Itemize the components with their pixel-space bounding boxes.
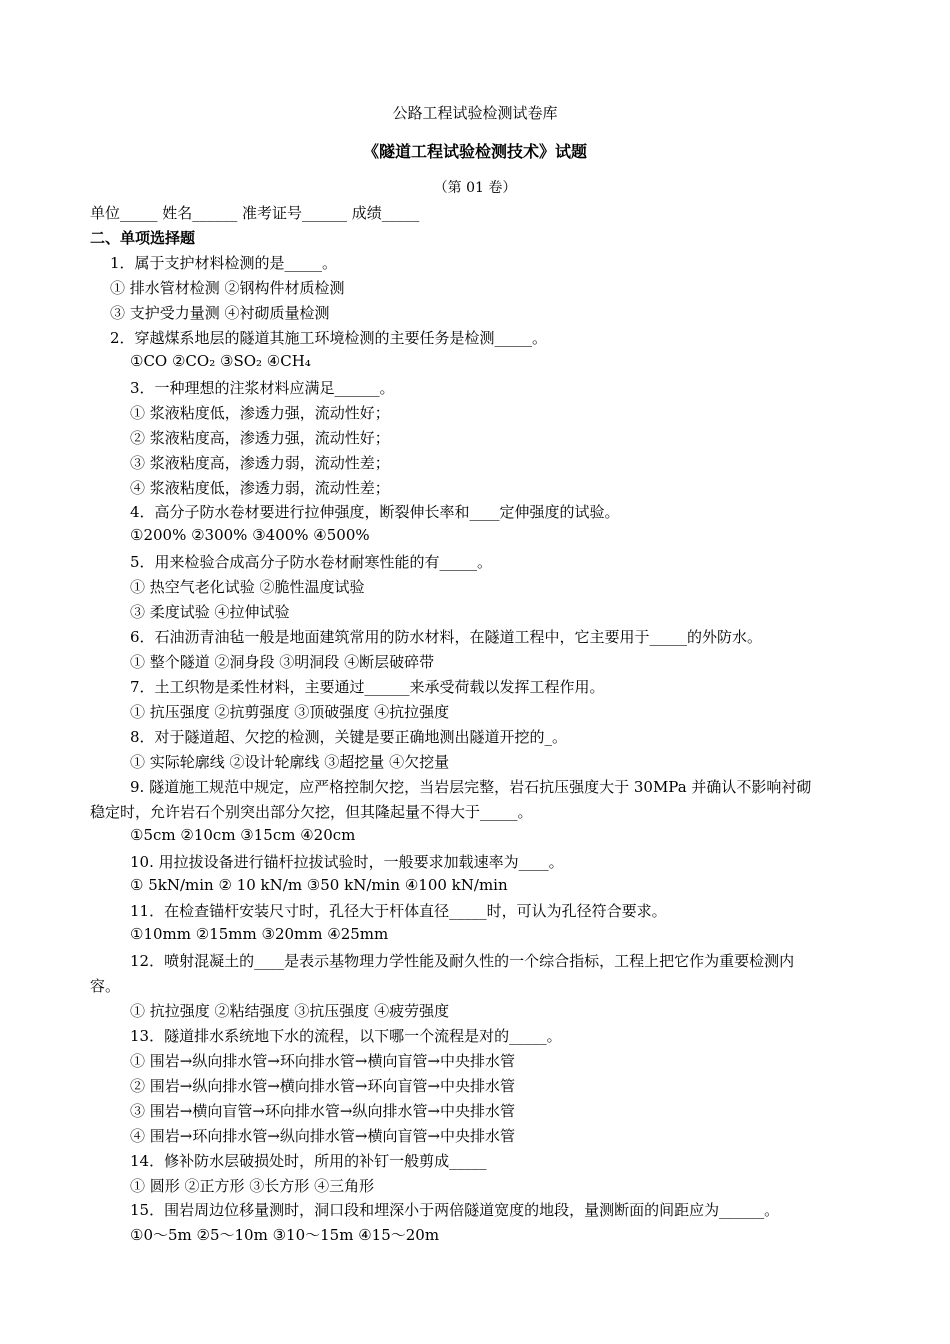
question-7: 7．土工织物是柔性材料，主要通过______来承受荷载以发挥工程作用。: [130, 678, 605, 696]
candidate-info-line: 单位_____ 姓名______ 准考证号______ 成绩_____: [90, 204, 420, 222]
q10-options: ① 5kN/min ② 10 kN/m ③50 kN/min ④100 kN/min: [130, 876, 508, 894]
q4-options: ①200% ②300% ③400% ④500%: [130, 526, 370, 544]
q13-option-4: ④ 围岩→环向排水管→纵向排水管→横向盲管→中央排水管: [130, 1127, 516, 1145]
question-9-cont: 稳定时，允许岩石个别突出部分欠挖，但其隆起量不得大于_____。: [90, 803, 533, 821]
question-13: 13．隧道排水系统地下水的流程，以下哪一个流程是对的_____。: [130, 1027, 562, 1045]
question-9: 9. 隧道施工规范中规定，应严格控制欠挖，当岩层完整，岩石抗压强度大于 30MPa 并确认不影响衬砌: [130, 778, 812, 796]
volume-label: （第 01 卷）: [433, 180, 517, 196]
library-title: 公路工程试验检测试卷库: [392, 104, 558, 122]
q13-option-3: ③ 围岩→横向盲管→环向排水管→纵向排水管→中央排水管: [130, 1102, 516, 1120]
q13-option-2: ② 围岩→纵向排水管→横向排水管→环向盲管→中央排水管: [130, 1077, 516, 1095]
q7-options: ① 抗压强度 ②抗剪强度 ③顶破强度 ④抗拉强度: [130, 703, 450, 721]
question-4: 4．高分子防水卷材要进行拉伸强度，断裂伸长率和____定伸强度的试验。: [130, 503, 620, 521]
question-8: 8．对于隧道超、欠挖的检测，关键是要正确地测出隧道开挖的_。: [130, 728, 568, 746]
section-heading: 二、单项选择题: [90, 229, 196, 247]
q1-options-a: ① 排水管材检测 ②钢构件材质检测: [110, 279, 345, 297]
question-14: 14．修补防水层破损处时，所用的补钉一般剪成_____: [130, 1152, 487, 1170]
q12-options: ① 抗拉强度 ②粘结强度 ③抗压强度 ④疲劳强度: [130, 1002, 450, 1020]
q3-option-1: ① 浆液粘度低，渗透力强，流动性好；: [130, 404, 390, 422]
exam-title: 《隧道工程试验检测技术》试题: [362, 142, 587, 161]
q6-options: ① 整个隧道 ②洞身段 ③明洞段 ④断层破碎带: [130, 653, 435, 671]
question-6: 6．石油沥青油毡一般是地面建筑常用的防水材料，在隧道工程中，它主要用于_____的外防水。: [130, 628, 763, 646]
question-2: 2．穿越煤系地层的隧道其施工环境检测的主要任务是检测_____。: [110, 329, 548, 347]
question-12: 12．喷射混凝土的____是表示基物理力学性能及耐久性的一个综合指标，工程上把它作为重要检测内: [130, 952, 795, 970]
q15-options: ①0～5m ②5～10m ③10～15m ④15～20m: [130, 1226, 440, 1244]
q11-options: ①10mm ②15mm ③20mm ④25mm: [130, 925, 389, 943]
q5-options-b: ③ 柔度试验 ④拉伸试验: [130, 603, 290, 621]
q2-options: ①CO ②CO₂ ③SO₂ ④CH₄: [130, 352, 311, 370]
question-10: 10. 用拉拔设备进行锚杆拉拔试验时，一般要求加载速率为____。: [130, 853, 564, 871]
q9-options: ①5cm ②10cm ③15cm ④20cm: [130, 826, 356, 844]
question-12-cont: 容。: [90, 977, 121, 995]
question-3: 3．一种理想的注浆材料应满足______。: [130, 379, 395, 397]
question-5: 5．用来检验合成高分子防水卷材耐寒性能的有_____。: [130, 553, 493, 571]
question-15: 15．围岩周边位移量测时，洞口段和埋深小于两倍隧道宽度的地段，量测断面的间距应为______。: [130, 1201, 780, 1219]
q8-options: ① 实际轮廓线 ②设计轮廓线 ③超挖量 ④欠挖量: [130, 753, 450, 771]
q14-options: ① 圆形 ②正方形 ③长方形 ④三角形: [130, 1177, 375, 1195]
q5-options-a: ① 热空气老化试验 ②脆性温度试验: [130, 578, 365, 596]
question-11: 11．在检查锚杆安装尺寸时，孔径大于杆体直径_____时，可认为孔径符合要求。: [130, 902, 667, 920]
q13-option-1: ① 围岩→纵向排水管→环向排水管→横向盲管→中央排水管: [130, 1052, 516, 1070]
q3-option-3: ③ 浆液粘度高，渗透力弱，流动性差；: [130, 454, 390, 472]
q3-option-4: ④ 浆液粘度低，渗透力弱，流动性差；: [130, 479, 390, 497]
q3-option-2: ② 浆液粘度高，渗透力强，流动性好；: [130, 429, 390, 447]
question-1: 1．属于支护材料检测的是_____。: [110, 254, 338, 272]
q1-options-b: ③ 支护受力量测 ④衬砌质量检测: [110, 304, 330, 322]
